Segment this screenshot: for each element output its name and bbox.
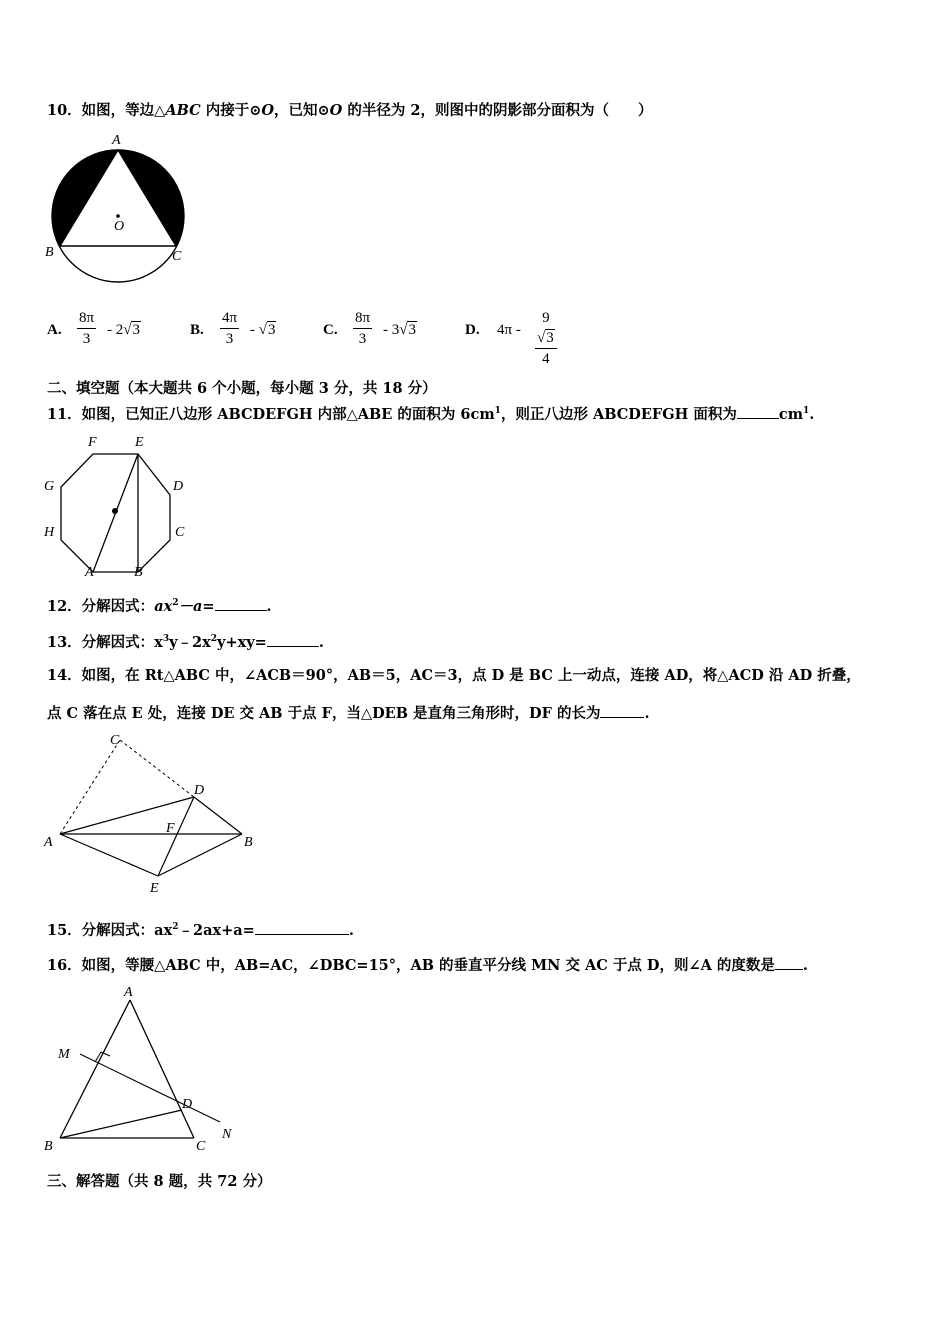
choice-d-label: D. (465, 322, 480, 338)
q16-label-d: D (182, 1097, 193, 1112)
q11-answer-blank[interactable] (737, 404, 779, 419)
q11-label-h: H (44, 525, 55, 540)
section-2-heading: 二、填空题（本大题共 6 个小题，每小题 3 分，共 18 分） (47, 380, 437, 397)
choice-b-tail: - √3 (250, 322, 276, 338)
q16-label-m: M (58, 1047, 70, 1062)
q14-dashed-cd (120, 740, 194, 797)
q16-figure-isosceles (40, 982, 250, 1154)
q16-label-c: C (196, 1139, 206, 1154)
q14-segment-ed (158, 797, 194, 876)
q14-stem-line2: 点 C 落在点 E 处，连接 DE 交 AB 于点 F，当△DEB 是直角三角形时，DF 的长为 . (47, 705, 650, 722)
choice-b-label: B. (190, 322, 204, 338)
q14-segment-db (194, 797, 242, 834)
choice-c-tail: - 3√3 (383, 322, 416, 338)
q11-label-a: A (85, 565, 94, 580)
q16-line-mn (80, 1054, 220, 1122)
q10-center-point (116, 214, 120, 218)
q12-stem: 12．分解因式：$ax^2-a=$ . (47, 598, 272, 615)
q13-stem: 13．分解因式：$x^3y﹣2x^2y+xy=$ . (47, 634, 324, 651)
choice-d-lead: 4π - (497, 322, 521, 338)
q11-stem: 11．如图，已知正八边形 ABCDEFGH 内部△ABE 的面积为 $6cm^1$，则正八边形 ABCDEFGH 面积为 $cm^1$. (47, 406, 815, 423)
q16-label-a: A (124, 985, 133, 1000)
q11-label-f: F (88, 435, 97, 450)
q10-choices (47, 308, 647, 367)
q14-label-d: D (194, 783, 205, 798)
q10-label-a: A (112, 133, 121, 148)
q11-label-g: G (44, 479, 55, 494)
q14-segment-eb (158, 834, 242, 876)
q11-label-c: C (175, 525, 185, 540)
q16-answer-blank[interactable] (775, 955, 803, 970)
q11-figure-octagon (40, 432, 200, 584)
choice-c-label: C. (323, 322, 338, 338)
q13-answer-blank[interactable] (267, 632, 319, 647)
q10-figure-circle-triangle (40, 130, 200, 290)
q14-label-e: E (150, 881, 159, 896)
choice-c-fraction: $\frac{8\pi}{3}$ (355, 310, 371, 347)
q15-answer-blank[interactable] (255, 920, 349, 935)
choice-d-fraction: $\frac{9√3}{4}$ (535, 308, 557, 369)
q14-label-b: B (244, 835, 253, 850)
q11-center-point (112, 508, 118, 514)
q11-label-d: D (173, 479, 184, 494)
q11-label-e: E (135, 435, 144, 450)
q16-stem: 16．如图，等腰△ABC 中，AB=AC，∠DBC=15°，AB 的垂直平分线 MN 交 AC 于点 D，则∠A 的度数是 . (47, 957, 808, 974)
q14-segment-ae (60, 834, 158, 876)
q10-stem: 10．如图，等边△ABC 内接于⊙O，已知⊙O 的半径为 2，则图中的阴影部分面积为（ ） (47, 102, 653, 119)
q16-segment-bd (60, 1110, 182, 1138)
q14-label-f: F (166, 821, 175, 836)
q16-segment-ab (60, 1000, 130, 1138)
q16-segment-ac (130, 1000, 194, 1138)
choice-a-fraction: $\frac{8\pi}{3}$ (79, 310, 95, 347)
q14-stem-line1: 14．如图，在 Rt△ABC 中，∠ACB＝90°，AB＝5，AC＝3，点 D 是 BC 上一动点，连接 AD，将△ACD 沿 AD 折叠， (47, 667, 861, 684)
q10-label-o: O (114, 219, 125, 234)
choice-b-fraction: $\frac{4\pi}{3}$ (222, 310, 238, 347)
q10-label-b: B (45, 245, 54, 260)
q14-figure-fold (40, 728, 270, 900)
q10-label-c: C (172, 249, 182, 264)
q16-label-b: B (44, 1139, 53, 1154)
q15-stem: 15．分解因式：$ax^2﹣2ax+a=$ . (47, 922, 354, 939)
choice-a-label: A. (47, 322, 62, 338)
choice-a-tail: - 2√3 (107, 322, 140, 338)
q16-label-n: N (222, 1127, 232, 1142)
q14-answer-blank[interactable] (600, 703, 644, 718)
q14-label-a: A (44, 835, 53, 850)
q12-answer-blank[interactable] (215, 596, 267, 611)
section-3-heading: 三、解答题（共 8 题，共 72 分） (47, 1173, 272, 1190)
q14-label-c: C (110, 733, 120, 748)
q11-label-b: B (134, 565, 143, 580)
